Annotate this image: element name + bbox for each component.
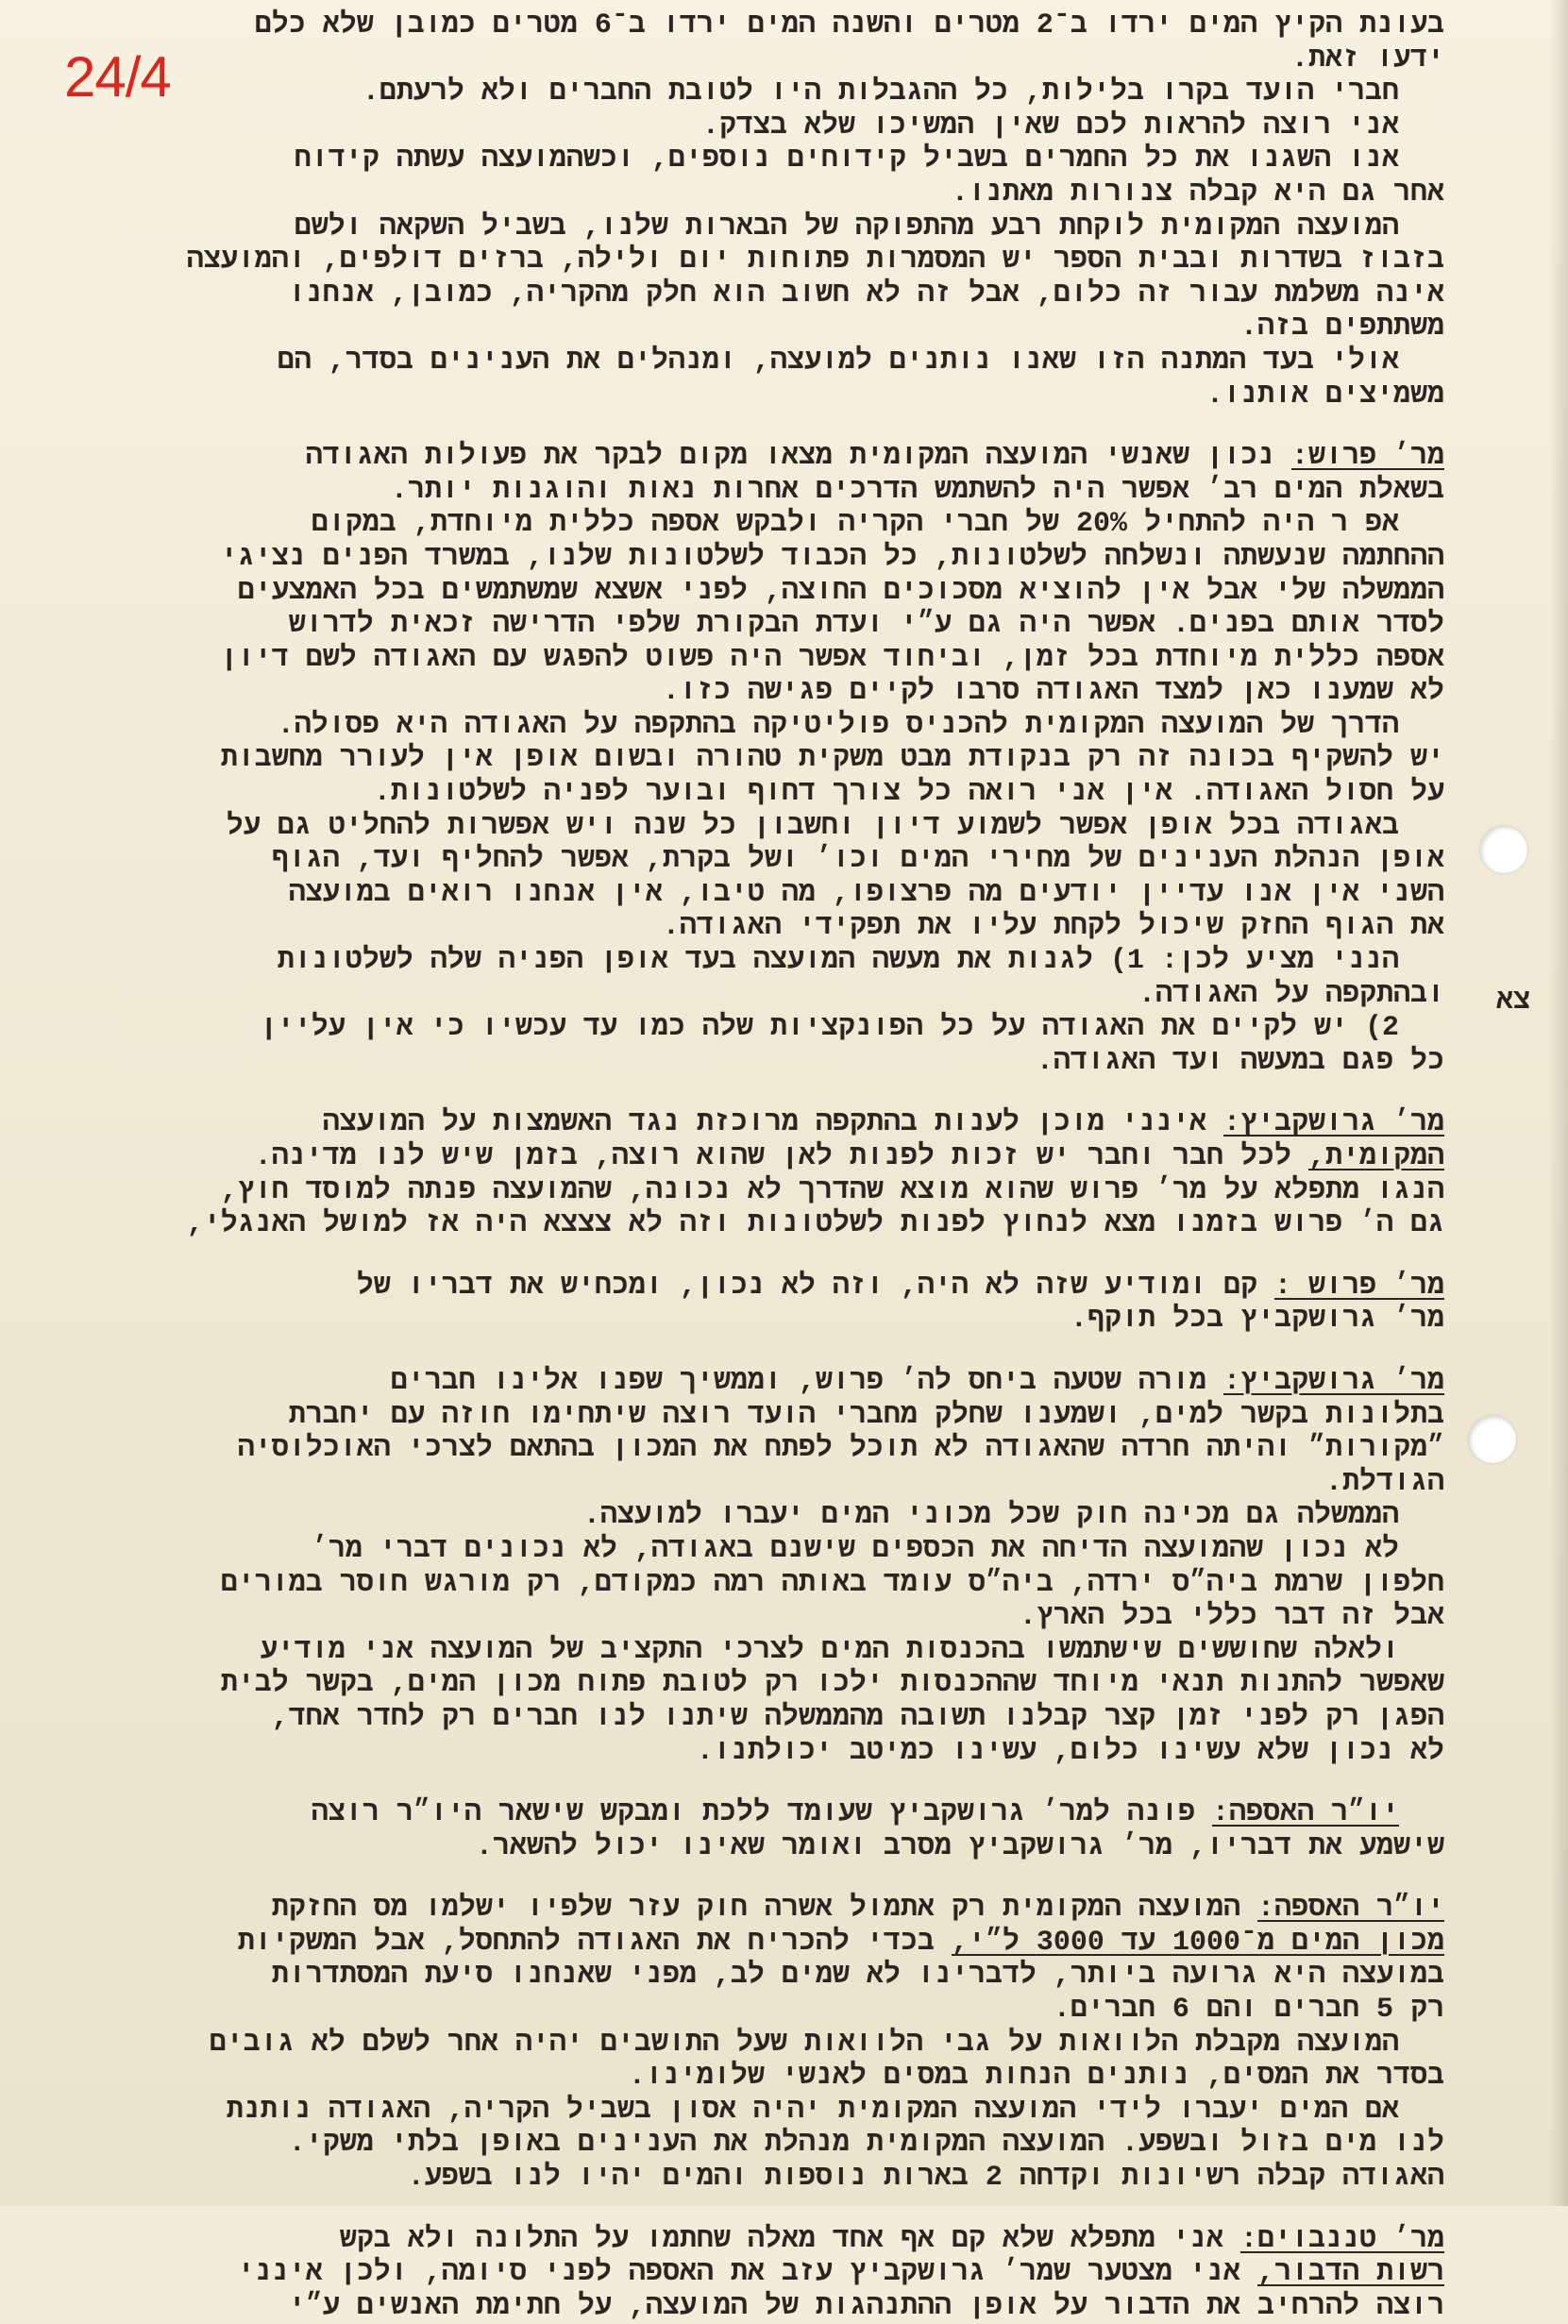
punch-hole bbox=[1469, 1416, 1516, 1463]
text-line: הממשלה גם מכינה חוק שכל מכוני המים יעברו למועצה. bbox=[582, 1500, 1399, 1533]
page-number: 24/4 bbox=[64, 45, 171, 109]
line-text: אני מצטער שמר׳ גרושקביץ עזב את האספה לפני סיומה, ולכן אינני bbox=[237, 2257, 1257, 2290]
text-line: שישמע את דבריו, מר׳ גרושקביץ מסרב ואומר שאינו יכול להשאר. bbox=[475, 1830, 1444, 1863]
text-line: הממשלה שלי אבל אין להוציא מסכוכים החוצה, לפני אשצא שמשתמשים בכל האמצעים bbox=[237, 575, 1444, 608]
page-edge-shadow bbox=[1549, 0, 1568, 2206]
text-line: הנני מציע לכן: 1) לגנות את מעשה המועצה בעד אופן הפניה שלה לשלטונות bbox=[277, 945, 1399, 978]
text-line: באגודה בכל אופן אפשר לשמוע דיון וחשבון כל שנה ויש אפשרות להחליט גם על bbox=[226, 810, 1399, 843]
text-line: במועצה היא גרועה ביותר, לדברינו לא שמים לב, מפני שאנחנו סיעת המסתדרות bbox=[271, 1960, 1444, 1993]
paragraph-gap bbox=[57, 413, 1444, 441]
text-line: האגודה קבלה רשיונות וקדחה 2 בארות נוספות והמים יהיו לנו בשפע. bbox=[407, 2162, 1444, 2195]
text-line: לא נכון שהמועצה הדיחה את הכספים שישנם באגודה, לא נכונים דברי מר׳ bbox=[311, 1533, 1399, 1566]
text-line: אני רוצה להראות לכם שאין המשיכו שלא בצדק. bbox=[701, 109, 1399, 143]
text-line: משתתפים בזה. bbox=[1239, 312, 1444, 345]
underlined-phrase: מכון המים מ־1000 עד 3000 ל״י, bbox=[951, 1926, 1444, 1959]
speaker-statement: אינני מוכן לענות בהתקפה מרוכזת נגד האשמצות על המועצה bbox=[322, 1107, 1223, 1140]
text-line: חברי הועד בקרו בלילות, כל ההגבלות היו לטובת החברים ולא לרעתם. bbox=[362, 76, 1399, 109]
paragraph-gap bbox=[57, 1769, 1444, 1797]
text-line bbox=[57, 2224, 1444, 2258]
text-line: כל פגם במעשה ועד האגודה. bbox=[1036, 1045, 1444, 1078]
underlined-phrase: המקומית, bbox=[1307, 1141, 1444, 1173]
text-line: משמיצים אותנו. bbox=[1206, 379, 1444, 412]
text-line: אם המים יעברו לידי המועצה המקומית יהיה אסון בשביל הקריה, האגודה נותנת bbox=[226, 2094, 1399, 2127]
text-line: רוצה להרחיב את הדבור על אופן ההתנהגות של המועצה, על חתימת האנשים ע״י bbox=[288, 2290, 1444, 2323]
text-line: גם ה׳ פרוש בזמנו מצא לנחוץ לפנות לשלטונות וזה לא צצצא היה אז למושל האנגלי, bbox=[186, 1208, 1444, 1241]
text-line: מר׳ גרושקביץ בכל תוקף. bbox=[1070, 1304, 1444, 1337]
text-line: אולי בעד המתנה הזו שאנו נותנים למועצה, ומנהלים את הענינים בסדר, הם bbox=[277, 345, 1399, 378]
margin-annotation: צא bbox=[1496, 985, 1531, 1018]
paragraph-gap bbox=[57, 1864, 1444, 1893]
text-line: המועצה מקבלת הלוואות על גבי הלוואות שעל התושבים יהיה אחר לשלם לא גובים bbox=[209, 2027, 1399, 2060]
text-line: ״מקורות״ והיתה חרדה שהאגודה לא תוכל לפתח את המכון בהתאם לצרכי האוכלוסיה bbox=[237, 1433, 1444, 1466]
text-line: את הגוף החזק שיכול לקחת עליו את תפקידי האגודה. bbox=[662, 911, 1444, 944]
text-line: 2) יש לקיים את האגודה על כל הפונקציות שלה כמו עד עכשיו כי אין עליין bbox=[260, 1012, 1399, 1045]
text-line: אבל זה דבר כללי בכל הארץ. bbox=[1019, 1601, 1444, 1634]
speaker-statement: המועצה המקומית רק אתמול אשרה חוק עזר שלפיו ישלמו מס החזקת bbox=[271, 1893, 1257, 1926]
text-line: אינה משלמת עבור זה כלום, אבל זה לא חשוב הוא חלק מהקריה, כמובן, אנחנו bbox=[288, 278, 1444, 311]
text-line: הפגן רק לפני זמן קצר קבלנו תשובה מהממשלה שיתנו לנו חברים רק לחדר אחד, bbox=[271, 1701, 1444, 1734]
text-line: הגודלת. bbox=[1324, 1466, 1444, 1499]
text-line bbox=[57, 1107, 1444, 1141]
text-line: אספה כללית מיוחדת בכל זמן, וביחוד אפשר היה פשוט להפגש עם האגודה לשם דיון bbox=[220, 642, 1444, 675]
paragraph-gap bbox=[57, 2196, 1444, 2224]
text-line: אפ ר היה להתחיל 20% של חברי הקריה ולבקש אספה כללית מיוחדת, במקום bbox=[311, 508, 1399, 541]
text-line: השני אין אנו עדיין יודעים מה פרצופו, מה טיבו, אין אנחנו רואים במועצה bbox=[288, 877, 1444, 910]
text-line: ההחתמה שנעשתה ונשלחה לשלטונות, כל הכבוד לשלטונות שלנו, במשרד הפנים נציגי bbox=[220, 541, 1444, 574]
paragraph-gap bbox=[57, 1242, 1444, 1271]
paragraph-gap bbox=[57, 1079, 1444, 1107]
text-line: רק 5 חברים והם 6 חברים. bbox=[1053, 1994, 1444, 2027]
text-line: בעונת הקיץ המים ירדו ב־2 מטרים והשנה המים ירדו ב־6 מטרים כמובן שלא כלם bbox=[254, 9, 1444, 42]
text-line: על חסול האגודה. אין אני רואה כל צורך דחוף ובוער לפניה לשלטונות. bbox=[373, 777, 1444, 810]
line-text: לכל חבר וחבר יש זכות לפנות לאן שהוא רוצה, בזמן שיש לנו מדינה. bbox=[254, 1141, 1308, 1173]
text-line: לסדר אותם בפנים. אפשר היה גם ע״י ועדת הבקורת שלפי הדרישה זכאית לדרוש bbox=[288, 609, 1444, 642]
speaker-statement: מורה שטעה ביחס לה׳ פרוש, וממשיך שפנו אלינו חברים bbox=[390, 1365, 1223, 1398]
text-line: אחר גם היא קבלה צנורות מאתנו. bbox=[951, 177, 1444, 210]
text-line: חלפון שרמת ביה״ס ירדה, ביה״ס עומד באותה רמה כמקודם, רק מורגש חוסר במורים bbox=[220, 1567, 1444, 1600]
text-line: לא שמענו כאן למצד האגודה סרבו לקיים פגישה כזו. bbox=[662, 676, 1444, 709]
text-line: בזבוז בשדרות ובבית הספר יש המסמרות פתוחות יום ולילה, ברזים דולפים, והמועצה bbox=[186, 244, 1444, 278]
speaker-name: יו״ר האספה: bbox=[1211, 1797, 1399, 1830]
speaker-statement: נכון שאנשי המועצה המקומית מצאו מקום לבקר את פעולות האגודה bbox=[305, 441, 1291, 474]
text-line: אופן הנהלת הענינים של מחירי המים וכו׳ ושל בקרת, אפשר להחליף ועד, הגוף bbox=[271, 844, 1444, 877]
text-line bbox=[57, 1141, 1444, 1175]
speaker-name: מר׳ טננבוים: bbox=[1239, 2223, 1444, 2256]
text-line: לא נכון שלא עשינו כלום, עשינו כמיטב יכולתנו. bbox=[696, 1735, 1444, 1768]
speaker-name: מר׳ גרושקביץ: bbox=[1222, 1365, 1444, 1398]
text-line: אנו השגנו את כל החמרים בשביל קידוחים נוספים, וכשהמועצה עשתה קידוח bbox=[294, 143, 1399, 177]
text-line: יש להשקיף בכונה זה רק בנקודת מבט משקית טהורה ובשום אופן אין לעורר מחשבות bbox=[220, 743, 1444, 776]
line-text: בכדי להכריח את האגודה להתחסל, אבל המשקיות bbox=[237, 1926, 952, 1959]
punch-hole bbox=[1480, 826, 1527, 873]
speaker-statement: אני מתפלא שלא קם אף אחד מאלה שחתמו על התלונה ולא בקש bbox=[339, 2223, 1240, 2256]
text-line bbox=[57, 1271, 1444, 1305]
speaker-statement: קם ומודיע שזה לא היה, וזה לא נכון, ומכחיש את דבריו של bbox=[356, 1270, 1274, 1303]
text-line bbox=[57, 1927, 1444, 1961]
speaker-name: מר׳ גרושקביץ: bbox=[1222, 1107, 1444, 1140]
speaker-name: מר׳ פרוש: bbox=[1290, 441, 1444, 474]
speaker-statement: פונה למר׳ גרושקביץ שעומד ללכת ומבקש שישאר היו״ר רוצה bbox=[311, 1797, 1212, 1830]
speaker-name: יו״ר האספה: bbox=[1256, 1893, 1444, 1926]
text-line bbox=[57, 441, 1444, 475]
text-line bbox=[57, 1797, 1444, 1831]
underlined-phrase: רשות הדבור, bbox=[1256, 2257, 1444, 2290]
text-line bbox=[57, 1366, 1444, 1400]
text-line: ולאלה שחוששים שישתמשו בהכנסות המים לצרכי התקציב של המועצה אני מודיע bbox=[260, 1634, 1399, 1667]
text-line: ידעו זאת. bbox=[1290, 42, 1444, 76]
text-line: בשאלת המים רב׳ אפשר היה להשתמש הדרכים אחרות נאות והוגנות יותר. bbox=[390, 474, 1444, 507]
text-line: בתלונות בקשר למים, ושמענו שחלק מחברי הועד רוצה שיתחימו חוזה עם יחברת bbox=[288, 1399, 1444, 1432]
text-line: לנו מים בזול ובשפע. המועצה המקומית מנהלת את הענינים באופן בלתי משקי. bbox=[288, 2128, 1444, 2161]
text-line: בסדר את המסים, נותנים הנחות במסים לאנשי שלומינו. bbox=[628, 2061, 1444, 2094]
text-line bbox=[57, 2257, 1444, 2291]
text-line: הדרך של המועצה המקומית להכניס פוליטיקה בהתקפה על האגודה היא פסולה. bbox=[277, 709, 1399, 742]
text-line: המועצה המקומית לוקחת רבע מהתפוקה של הבארות שלנו, בשביל השקאה ולשם bbox=[294, 211, 1399, 244]
speaker-name: מר׳ פרוש : bbox=[1273, 1270, 1444, 1303]
text-line: ובהתקפה על האגודה. bbox=[1138, 978, 1444, 1011]
paragraph-gap bbox=[57, 1338, 1444, 1366]
text-line bbox=[57, 1893, 1444, 1927]
text-line: שאפשר להתנות תנאי מיוחד שההכנסות ילכו רק לטובת פתוח מכון המים, בקשר לבית bbox=[220, 1668, 1444, 1701]
text-line: הנגו מתפלא על מר׳ פרוש שהוא מוצא שהדרך לא נכונה, שהמועצה פנתה למוסד חוץ, bbox=[220, 1174, 1444, 1207]
document-body bbox=[57, 9, 1444, 2324]
